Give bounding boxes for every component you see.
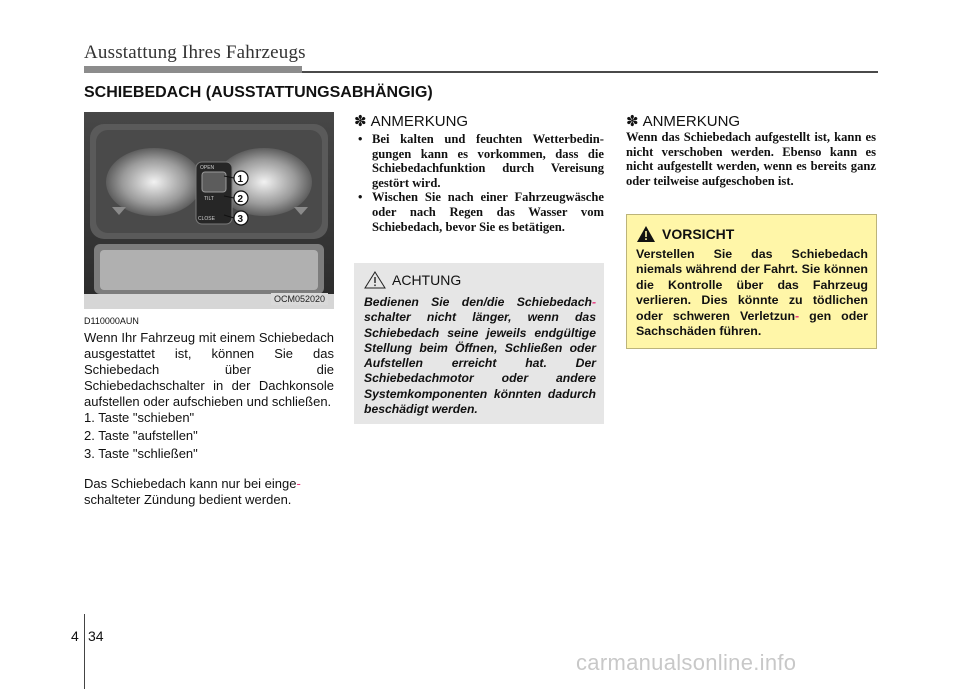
hyphen-mark: -	[795, 308, 800, 323]
vorsicht-text-1: Verstellen Sie das Schiebedach niemals während der Fahrt. Sie können die Kontrolle über das Fahrzeug verlieren. Dies könnte zu tödlichen oder schweren Verletzun	[636, 247, 868, 323]
section-heading: SCHIEBEDACH (AUSSTATTUNGSABHÄNGIG)	[84, 84, 433, 101]
note-paragraph: Wenn das Schiebedach aufgestellt ist, kann es nicht verschoben werden. Ebenso kann es nicht aufgestellt werden, wenn es bereits ganz oder teilweise aufgeschoben ist.	[626, 130, 876, 188]
vorsicht-text	[636, 247, 868, 339]
header-rule	[302, 71, 878, 73]
list-item: 3. Taste "schließen"	[84, 446, 198, 461]
note-heading-text: ANMERKUNG	[642, 112, 741, 130]
note-heading-text: ANMERKUNG	[370, 112, 469, 130]
open-label: OPEN	[200, 165, 215, 171]
achtung-text-1: Bedienen Sie den/die Schiebedach	[364, 295, 592, 309]
note-heading	[626, 112, 876, 130]
achtung-text-2: schalter nicht länger, wenn das Schiebedach seine jeweils endgültige Stellung beim Öffnen, Schließen oder Aufstellen erreicht hat. Der Schiebedachmotor oder andere Systemkomponenten könnten dadurch beschädigt werden.	[364, 310, 596, 417]
note-bullets	[354, 132, 604, 234]
warning-triangle-icon	[364, 271, 386, 289]
caution-triangle-icon	[636, 225, 656, 243]
list-item: 2. Taste "aufstellen"	[84, 428, 198, 443]
note-heading	[354, 112, 604, 130]
note-cross-icon: ✽	[354, 113, 367, 130]
left-body	[84, 330, 334, 508]
note-cross-icon: ✽	[626, 113, 639, 130]
header-bar	[84, 66, 302, 73]
note-text-2: schalteter Zündung bedient werden.	[84, 492, 292, 507]
page-divider	[84, 614, 85, 689]
vorsicht-text-2: gen oder Sachschäden führen.	[636, 308, 868, 339]
callout-2: 2	[237, 194, 244, 205]
callout-1: 1	[237, 174, 244, 185]
achtung-box	[354, 263, 604, 424]
note-block-1	[354, 112, 604, 234]
note-bullet: • Wischen Sie nach einer Fahrzeugwäsche oder nach Regen das Wasser vom Schiebedach, bevor Sie es betätigen.	[354, 190, 604, 234]
note-text-1: Das Schiebedach kann nur bei einge	[84, 476, 297, 491]
achtung-heading	[364, 271, 596, 289]
vorsicht-box	[626, 214, 877, 349]
tilt-label: TILT	[204, 196, 214, 202]
hyphen-mark: -	[296, 476, 301, 491]
chapter-number: 4	[71, 628, 79, 644]
vorsicht-heading	[636, 225, 868, 243]
close-label: CLOSE	[198, 216, 215, 222]
page-number: 34	[88, 628, 104, 644]
achtung-heading-text: ACHTUNG	[392, 272, 462, 288]
watermark: carmanualsonline.info	[576, 650, 797, 675]
list-item: 1. Taste "schieben"	[84, 410, 195, 425]
note-block-2	[626, 112, 876, 188]
hyphen-mark: -	[591, 295, 596, 309]
ignition-note	[84, 476, 334, 508]
sunroof-console-photo	[84, 112, 334, 309]
achtung-text	[364, 295, 596, 417]
note-bullet: • Bei kalten und feuchten Wetterbedin-gungen kann es vorkommen, dass die Schiebedachfunktion durch Vereisung gestört wird.	[354, 132, 604, 190]
photo-code: OCM052020	[271, 293, 328, 305]
header-title: Ausstattung Ihres Fahrzeugs	[84, 42, 306, 63]
intro-paragraph: Wenn Ihr Fahrzeug mit einem Schiebedach ausgestattet ist, können Sie das Schiebedach über die Schiebedachschalter in der Dachkonsole aufstellen oder aufschieben und schließen.	[84, 330, 334, 409]
vorsicht-heading-text: VORSICHT	[662, 226, 735, 242]
document-code: D110000AUN	[84, 316, 139, 326]
callout-3: 3	[237, 214, 244, 225]
